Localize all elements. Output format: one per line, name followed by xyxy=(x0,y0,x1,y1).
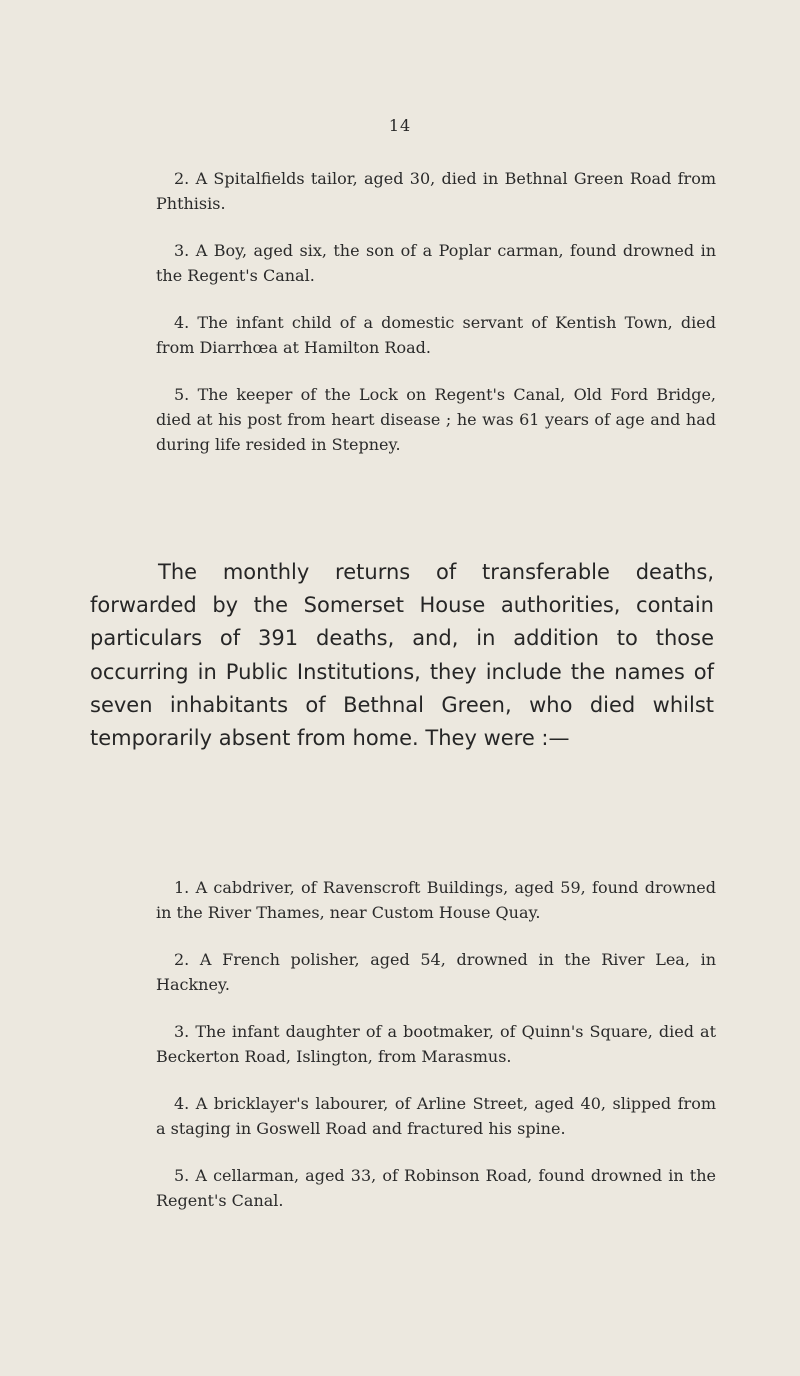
deaths-list-continued xyxy=(156,166,716,457)
list-item: 3. The infant daughter of a bootmaker, of Quinn's Square, died at Beckerton Road, Islington, from Marasmus. xyxy=(156,1022,716,1066)
list-item: 4. The infant child of a domestic servant of Kentish Town, died from Diarrhœa at Hamilton Road. xyxy=(156,313,716,357)
transferable-deaths-list xyxy=(156,875,716,1213)
list-item: 5. A cellarman, aged 33, of Robinson Road, found drowned in the Regent's Canal. xyxy=(156,1166,716,1210)
list-item: 2. A French polisher, aged 54, drowned in the River Lea, in Hackney. xyxy=(156,950,716,994)
list-item: 3. A Boy, aged six, the son of a Poplar carman, found drowned in the Regent's Canal. xyxy=(156,241,716,285)
body-paragraph: The monthly returns of transferable deaths, forwarded by the Somerset House authorities, contain particulars of 391 deaths, and, in addition to those occurring in Public Institutions, they include the names of seven inhabitants of Bethnal Green, who died whilst temporarily absent from home. They were :— xyxy=(90,560,714,751)
list-item: 1. A cabdriver, of Ravenscroft Buildings, aged 59, found drowned in the River Thames, near Custom House Quay. xyxy=(156,878,716,922)
list-item: 2. A Spitalfields tailor, aged 30, died in Bethnal Green Road from Phthisis. xyxy=(156,169,716,213)
list-item: 4. A bricklayer's labourer, of Arline Street, aged 40, slipped from a staging in Goswell Road and fractured his spine. xyxy=(156,1094,716,1138)
page-number: 14 xyxy=(388,116,412,135)
list-item: 5. The keeper of the Lock on Regent's Canal, Old Ford Bridge, died at his post from heart disease ; he was 61 years of age and had during life resided in Stepney. xyxy=(156,385,716,454)
